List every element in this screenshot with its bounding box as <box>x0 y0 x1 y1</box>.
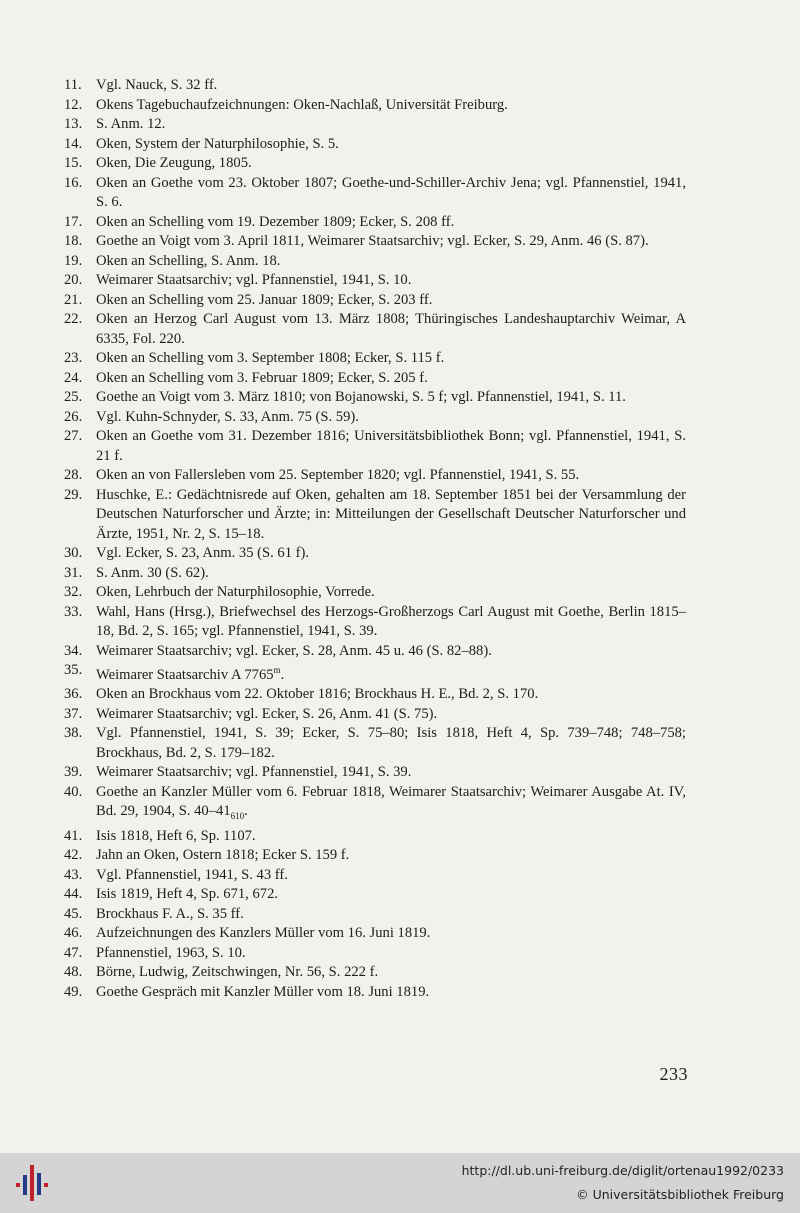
endnote-item <box>64 349 686 369</box>
endnote-text <box>96 388 686 408</box>
endnote-text <box>96 661 686 685</box>
endnote-text <box>96 544 686 564</box>
endnote-item <box>64 885 686 905</box>
endnote-number: 28. <box>64 467 83 483</box>
endnote-text-main: Weimarer Staatsarchiv A 7765 <box>96 666 274 683</box>
endnote-number: 33. <box>64 603 83 620</box>
endnote-number: 37. <box>64 705 83 722</box>
endnote-number: 38. <box>64 725 83 742</box>
endnote-text <box>96 154 686 174</box>
endnote-number: 30. <box>64 545 83 561</box>
endnote-number: 11. <box>64 77 82 93</box>
endnote-text-main: Vgl. Pfannenstiel, 1941, S. 43 ff. <box>96 866 288 883</box>
ub-freiburg-logo-icon[interactable] <box>10 1161 54 1205</box>
endnote-number: 15. <box>64 155 83 171</box>
endnote-item <box>64 213 686 233</box>
endnote-text <box>96 427 686 466</box>
endnote-text <box>96 885 686 905</box>
endnote-number: 41. <box>64 827 83 844</box>
endnote-text <box>96 724 686 763</box>
endnote-item <box>64 466 686 486</box>
endnote-number: 32. <box>64 584 83 600</box>
endnote-text-main: Oken an Schelling vom 19. Dezember 1809; Ecker, S. 208 ff. <box>96 213 455 230</box>
endnote-text-main: Oken an von Fallersleben vom 25. September 1820; vgl. Pfannenstiel, 1941, S. 55. <box>96 467 580 483</box>
endnote-text-main: Oken an Schelling vom 25. Januar 1809; Ecker, S. 203 ff. <box>96 291 433 308</box>
endnote-text-main: Goethe an Kanzler Müller vom 6. Februar 1818, Weimarer Staatsarchiv; Weimarer Ausgabe At. IV, Bd. 29, 1904, S. 40 <box>96 783 686 820</box>
endnote-item <box>64 271 686 291</box>
endnote-item <box>64 763 686 783</box>
endnote-item <box>64 252 686 272</box>
endnote-text-main: Oken, Die Zeugung, 1805. <box>96 155 252 171</box>
endnote-text <box>96 827 686 847</box>
endnote-text-main: Oken, Lehrbuch der Naturphilosophie, Vorrede. <box>96 584 375 600</box>
endnote-item <box>64 115 686 135</box>
endnote-text <box>96 924 686 944</box>
endnote-text <box>96 783 686 827</box>
endnote-text <box>96 349 686 369</box>
endnote-number: 39. <box>64 764 83 781</box>
endnote-text <box>96 271 686 291</box>
endnote-text <box>96 866 686 886</box>
endnote-text-after: –41 <box>208 803 231 820</box>
endnote-text-main: Wahl, Hans (Hrsg.), Briefwechsel des Herzogs-Großherzogs Carl August mit Goethe, Berlin 1815–18, Bd. 2, S. 165; vgl. Pfannenstiel, 1941, S. 39. <box>96 603 686 639</box>
endnote-number: 14. <box>64 135 83 152</box>
endnote-text-main: Oken an Goethe vom 23. Oktober 1807; Goethe-und-Schiller-Archiv Jena; vgl. Pfannenstiel, 1941, S. 6. <box>96 174 686 210</box>
endnote-text-main: Pfannenstiel, 1963, S. 10. <box>96 944 246 961</box>
endnote-item <box>64 486 686 545</box>
endnote-number: 34. <box>64 642 83 659</box>
endnote-text-main: Jahn an Oken, Ostern 1818; Ecker S. 159 f. <box>96 847 350 864</box>
endnote-number: 47. <box>64 944 83 961</box>
endnote-item <box>64 369 686 389</box>
endnote-text-main: Goethe Gespräch mit Kanzler Müller vom 18. Juni 1819. <box>96 983 430 1000</box>
endnote-item <box>64 642 686 662</box>
endnote-text <box>96 252 686 272</box>
endnote-text-sup: m <box>273 665 281 675</box>
endnote-text <box>96 763 686 783</box>
endnote-number: 44. <box>64 886 83 903</box>
endnote-text-main: Aufzeichnungen des Kanzlers Müller vom 16. Juni 1819. <box>96 925 431 942</box>
endnote-number: 43. <box>64 866 83 883</box>
endnote-number: 36. <box>64 686 83 703</box>
endnote-item <box>64 310 686 349</box>
endnote-item <box>64 846 686 866</box>
endnote-number: 18. <box>64 233 83 249</box>
endnote-item <box>64 661 686 685</box>
endnote-text-main: Weimarer Staatsarchiv; vgl. Pfannenstiel, 1941, S. 39. <box>96 764 412 781</box>
endnote-item <box>64 76 686 96</box>
endnote-item <box>64 944 686 964</box>
endnote-item <box>64 388 686 408</box>
endnote-text <box>96 846 686 866</box>
endnote-number: 16. <box>64 174 83 191</box>
endnote-item <box>64 924 686 944</box>
endnote-text <box>96 369 686 389</box>
endnote-number: 22. <box>64 311 83 327</box>
endnote-number: 27. <box>64 428 83 444</box>
endnote-text <box>96 135 686 155</box>
endnote-number: 20. <box>64 272 83 288</box>
endnote-text-main: Börne, Ludwig, Zeitschwingen, Nr. 56, S. 222 f. <box>96 964 379 981</box>
endnote-text <box>96 174 686 213</box>
viewer-footer <box>0 1153 800 1213</box>
endnote-text-sub2: 10 <box>235 811 245 822</box>
endnotes-list <box>64 76 686 1002</box>
endnote-text <box>96 408 686 428</box>
endnote-text <box>96 466 686 486</box>
endnote-item <box>64 783 686 827</box>
endnote-item <box>64 724 686 763</box>
endnote-text-main: Huschke, E.: Gedächtnisrede auf Oken, gehalten am 18. September 1851 bei der Versammlung der Deutschen Naturforscher und Ärzte; in: Mitteilungen der Gesellschaft Deutscher Naturforscher und Ärzte, 1951, Nr. 2, S. 15–18. <box>96 486 686 542</box>
endnote-text <box>96 232 686 252</box>
endnote-text-main: Oken an Schelling, S. Anm. 18. <box>96 252 281 269</box>
endnote-item <box>64 544 686 564</box>
endnote-text <box>96 310 686 349</box>
endnote-text-main: Vgl. Nauck, S. 32 ff. <box>96 77 218 93</box>
endnote-item <box>64 983 686 1003</box>
endnote-item <box>64 427 686 466</box>
endnote-text <box>96 963 686 983</box>
endnote-item <box>64 827 686 847</box>
endnote-item <box>64 291 686 311</box>
endnote-text-main: Oken an Schelling vom 3. September 1808; Ecker, S. 115 f. <box>96 350 445 366</box>
endnote-text <box>96 905 686 925</box>
endnote-number: 42. <box>64 847 83 864</box>
endnote-number: 46. <box>64 925 83 942</box>
endnote-text-main: Oken an Brockhaus vom 22. Oktober 1816; Brockhaus H. E., Bd. 2, S. 170. <box>96 686 539 703</box>
endnote-text-after2: . <box>244 803 248 820</box>
endnote-item <box>64 583 686 603</box>
endnote-number: 12. <box>64 96 83 113</box>
endnote-number: 13. <box>64 116 83 132</box>
endnote-text-main: Brockhaus F. A., S. 35 ff. <box>96 905 244 922</box>
endnote-text-main: S. Anm. 12. <box>96 116 166 132</box>
endnote-text-sub: 6 <box>230 811 236 822</box>
endnote-item <box>64 905 686 925</box>
endnote-text-main: Goethe an Voigt vom 3. April 1811, Weimarer Staatsarchiv; vgl. Ecker, S. 29, Anm. 46 (S. 87). <box>96 233 649 249</box>
endnote-item <box>64 96 686 116</box>
endnote-number: 26. <box>64 408 83 425</box>
endnote-item <box>64 174 686 213</box>
endnote-text <box>96 944 686 964</box>
endnote-text <box>96 76 686 96</box>
endnote-text-main: Isis 1818, Heft 6, Sp. 1107. <box>96 827 256 844</box>
endnote-item <box>64 685 686 705</box>
endnote-text-main: Vgl. Ecker, S. 23, Anm. 35 (S. 61 f). <box>96 545 310 561</box>
endnote-text <box>96 685 686 705</box>
endnote-text <box>96 213 686 233</box>
endnote-text <box>96 291 686 311</box>
endnote-text-main: Oken an Goethe vom 31. Dezember 1816; Universitätsbibliothek Bonn; vgl. Pfannenstiel, 1941, S. 21 f. <box>96 428 686 464</box>
endnote-number: 17. <box>64 213 83 230</box>
endnote-number: 25. <box>64 389 83 405</box>
endnote-text <box>96 486 686 545</box>
endnote-text-main: Isis 1819, Heft 4, Sp. 671, 672. <box>96 886 279 903</box>
endnote-text <box>96 603 686 642</box>
endnote-text-main: Goethe an Voigt vom 3. März 1810; von Bojanowski, S. 5 f; vgl. Pfannenstiel, 1941, S. 11. <box>96 389 626 405</box>
endnote-text-main: Oken an Herzog Carl August vom 13. März 1808; Thüringisches Landeshauptarchiv Weimar, A 6335, Fol. 220. <box>96 311 686 347</box>
endnote-item <box>64 408 686 428</box>
endnote-item <box>64 154 686 174</box>
endnote-text-main: Okens Tagebuchaufzeichnungen: Oken-Nachlaß, Universität Freiburg. <box>96 96 508 113</box>
copyright-notice: © Universitätsbibliothek Freiburg <box>576 1187 784 1202</box>
endnote-text-main: Weimarer Staatsarchiv; vgl. Ecker, S. 28, Anm. 45 u. 46 (S. 82–88). <box>96 642 492 659</box>
endnote-text-main: Vgl. Pfannenstiel, 1941, S. 39; Ecker, S. 75–80; Isis 1818, Heft 4, Sp. 739–748; 748–758; Brockhaus, Bd. 2, S. 179–182. <box>96 725 686 761</box>
endnote-text-main: Oken, System der Naturphilosophie, S. 5. <box>96 135 339 152</box>
endnote-number: 19. <box>64 252 83 269</box>
endnote-number: 24. <box>64 369 83 386</box>
endnote-text <box>96 115 686 135</box>
endnote-text <box>96 96 686 116</box>
endnote-text <box>96 583 686 603</box>
endnote-number: 35. <box>64 662 83 678</box>
endnote-text <box>96 983 686 1003</box>
endnote-item <box>64 866 686 886</box>
endnote-number: 45. <box>64 905 83 922</box>
endnote-item <box>64 232 686 252</box>
endnote-number: 31. <box>64 564 83 581</box>
endnote-text-main: S. Anm. 30 (S. 62). <box>96 564 209 581</box>
endnote-item <box>64 564 686 584</box>
endnote-text-main: Weimarer Staatsarchiv; vgl. Ecker, S. 26, Anm. 41 (S. 75). <box>96 705 438 722</box>
endnote-number: 29. <box>64 486 83 503</box>
endnote-item <box>64 705 686 725</box>
endnote-text <box>96 564 686 584</box>
document-url[interactable]: http://dl.ub.uni-freiburg.de/diglit/ortenau1992/0233 <box>461 1163 784 1178</box>
endnote-item <box>64 603 686 642</box>
endnote-text <box>96 642 686 662</box>
endnote-number: 21. <box>64 291 83 308</box>
endnote-number: 48. <box>64 964 83 981</box>
endnote-text-main: Weimarer Staatsarchiv; vgl. Pfannenstiel, 1941, S. 10. <box>96 272 412 288</box>
endnote-number: 49. <box>64 983 83 1000</box>
endnote-item <box>64 963 686 983</box>
endnote-item <box>64 135 686 155</box>
endnote-number: 23. <box>64 350 83 366</box>
endnote-text-main: Vgl. Kuhn-Schnyder, S. 33, Anm. 75 (S. 59). <box>96 408 359 425</box>
endnote-number: 40. <box>64 783 83 800</box>
endnote-text <box>96 705 686 725</box>
page-number: 233 <box>659 1064 688 1084</box>
endnote-text-after: . <box>280 666 285 683</box>
endnote-text-main: Oken an Schelling vom 3. Februar 1809; Ecker, S. 205 f. <box>96 369 428 386</box>
